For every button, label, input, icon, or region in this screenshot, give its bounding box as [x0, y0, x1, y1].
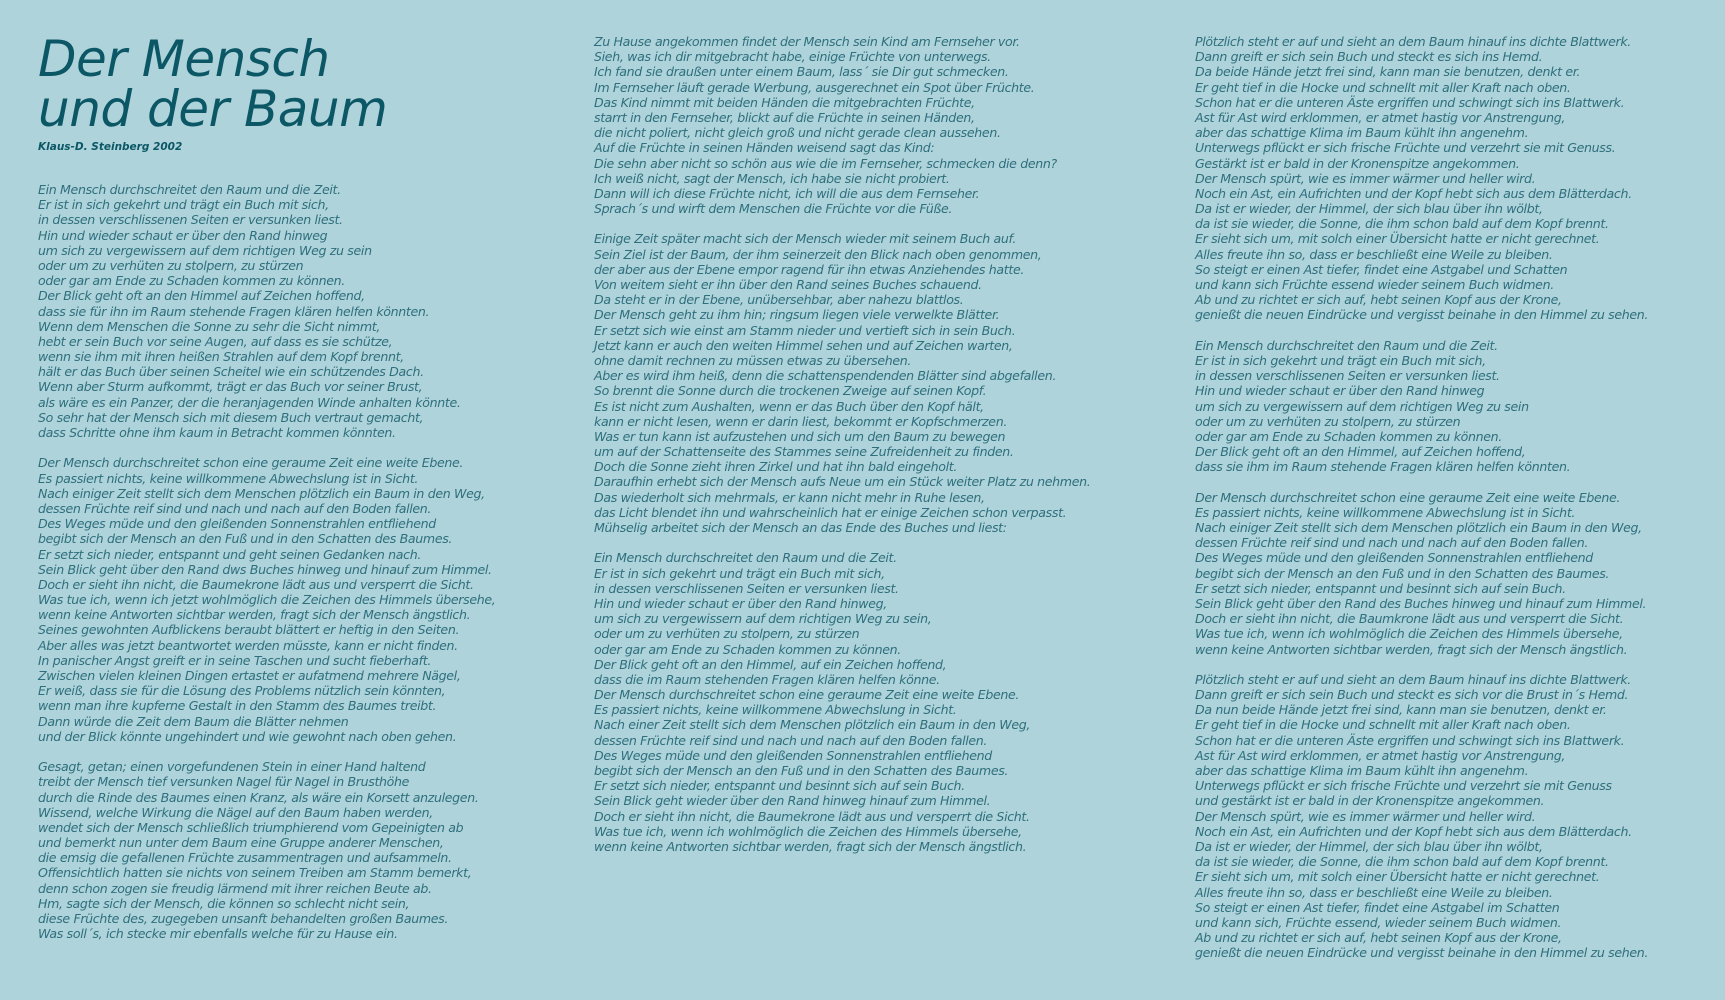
verse-line: Er sieht sich um, mit solch einer Übersicht hatte er nicht gerechnet.: [1195, 231, 1600, 247]
poem-column-3: [1195, 34, 1710, 960]
verse-line: wenn sie ihm mit ihren heißen Strahlen auf dem Kopf brennt,: [38, 349, 404, 365]
verse-line: Sein Blick geht über den Rand des Buches hinweg und hinauf zum Himmel.: [1195, 595, 1647, 611]
verse-line: die emsig die gefallenen Früchte zusammentragen und aufsammeln.: [38, 850, 452, 866]
verse-line: starrt in den Fernseher, blickt auf die Früchte in seinen Händen,: [594, 109, 975, 125]
verse-line: Ab und zu richtet er sich auf, hebt seinen Kopf aus der Krone,: [1195, 292, 1562, 308]
verse-line: in dessen verschlissenen Seiten er versunken liest.: [594, 580, 899, 596]
verse-line: Von weitem sieht er ihn über den Rand seines Buches schauend.: [594, 277, 982, 292]
verse-line: Jetzt kann er auch den weiten Himmel sehen und auf Zeichen warten,: [594, 337, 1013, 353]
verse-line: Hin und wieder schaut er über den Rand hinweg,: [594, 595, 887, 611]
verse-line: Aber alles was jetzt beantwortet werden müsste, kann er nicht finden.: [38, 637, 458, 653]
verse-line: Was soll´s, ich stecke mir ebenfalls welche für zu Hause ein.: [38, 926, 398, 942]
verse-line: Des Weges müde und den gleißenden Sonnenstrahlen entfliehend: [594, 747, 992, 763]
verse-line: Doch er sieht ihn nicht, die Baumekrone lädt aus und versperrt die Sicht.: [38, 576, 474, 592]
verse-line: und gestärkt ist er bald in der Kronenspitze angekommen.: [1195, 793, 1545, 809]
verse-line: Da beide Hände jetzt frei sind, kann man sie benutzen, denkt er.: [1195, 64, 1581, 80]
verse-line: Er ist in sich gekehrt und trägt ein Buch mit sich,: [1195, 352, 1486, 368]
verse-line: Der Mensch durchschreitet schon eine geraume Zeit eine weite Ebene.: [594, 687, 1020, 703]
verse-line: das Licht blendet ihn und wahrscheinlich hat er einige Zeichen schon verpasst.: [594, 504, 1067, 520]
verse-line: genießt die neuen Eindrücke und vergisst beinahe in den Himmel zu sehen.: [1195, 945, 1649, 961]
verse-line: kann er nicht lesen, wenn er darin liest, bekommt er Kopfschmerzen.: [594, 413, 1007, 429]
verse-line: Hin und wieder schaut er über den Rand hinweg: [1195, 383, 1485, 399]
verse-line: Ein Mensch durchschreitet den Raum und die Zeit.: [594, 550, 897, 566]
verse-line: Doch er sieht ihn nicht, die Baumkrone lädt aus und versperrt die Sicht.: [1195, 611, 1624, 627]
verse-line: und kann sich Früchte essend wieder seinem Buch widmen.: [1195, 277, 1554, 292]
verse-line: Ein Mensch durchschreitet den Raum und die Zeit.: [1195, 337, 1498, 353]
verse-line: Er setzt sich nieder, entspannt und geht seinen Gedanken nach.: [38, 546, 422, 562]
poem-title-line: und der Baum: [38, 80, 388, 138]
poem-title-line: Der Mensch: [38, 30, 330, 88]
verse-line: Im Fernseher läuft gerade Werbung, ausgerechnet ein Spot über Früchte.: [594, 79, 1035, 95]
verse-line: treibt der Mensch tief versunken Nagel für Nagel in Brusthöhe: [38, 774, 410, 790]
verse-line: Zwischen vielen kleinen Dingen ertastet er aufatmend mehrere Nägel,: [38, 668, 461, 683]
verse-line: Aber es wird ihm heiß, denn die schattenspendenden Blätter sind abgefallen.: [594, 368, 1057, 384]
verse-line: Wissend, welche Wirkung die Nägel auf den Baum haben werden,: [38, 804, 433, 820]
verse-line: Gestärkt ist er bald in der Kronenspitze angekommen.: [1195, 155, 1520, 171]
verse-line: So steigt er einen Ast tiefer, findet eine Astgabel im Schatten: [1195, 899, 1560, 915]
verse-line: hält er das Buch über seinen Scheitel wie ein schützendes Dach.: [38, 364, 424, 380]
stanza: [594, 231, 1154, 535]
verse-line: Sprach´s und wirft dem Menschen die Früchte vor die Füße.: [594, 201, 953, 217]
verse-line: durch die Rinde des Baumes einen Kranz, als wäre ein Korsett anzulegen.: [38, 789, 479, 805]
stanza: [38, 182, 558, 440]
verse-line: Nach einiger Zeit stellt sich dem Menschen plötzlich ein Baum in den Weg,: [38, 485, 485, 501]
verse-line: ohne damit rechnen zu müssen etwas zu übersehen.: [594, 352, 912, 368]
verse-line: Er ist in sich gekehrt und trägt ein Buch mit sich,: [38, 197, 329, 213]
verse-line: Er geht tief in die Hocke und schnellt mit aller Kraft nach oben.: [1195, 717, 1571, 733]
verse-line: Der Mensch spürt, wie es immer wärmer und heller wird.: [1195, 808, 1536, 824]
verse-line: Nach einer Zeit stellt sich dem Menschen plötzlich ein Baum in den Weg,: [594, 717, 1031, 733]
verse-line: Auf die Früchte in seinen Händen weisend sagt das Kind:: [594, 140, 935, 156]
verse-line: Die sehn aber nicht so schön aus wie die im Fernseher, schmecken die denn?: [594, 155, 1057, 171]
verse-line: Da ist er wieder, der Himmel, der sich blau über ihn wölbt,: [1195, 201, 1543, 217]
verse-line: Doch die Sonne zieht ihren Zirkel und hat ihn bald eingeholt.: [594, 459, 958, 475]
verse-line: oder um zu verhüten zu stolpern, zu stürzen: [1195, 413, 1461, 429]
verse-line: Ich weiß nicht, sagt der Mensch, ich habe sie nicht probiert.: [594, 170, 950, 186]
verse-line: und kann sich, Früchte essend, wieder seinem Buch widmen.: [1195, 914, 1562, 930]
verse-line: Er setzt sich nieder, entspannt und besinnt sich auf sein Buch.: [1195, 580, 1566, 596]
verse-line: Es ist nicht zum Aushalten, wenn er das Buch über den Kopf hält,: [594, 398, 984, 414]
verse-line: Hin und wieder schaut er über den Rand hinweg: [38, 227, 328, 243]
verse-line: Hm, sagte sich der Mensch, die können so schlecht nicht sein,: [38, 895, 410, 911]
verse-line: So brennt die Sonne durch die trockenen Zweige auf seinen Kopf.: [594, 383, 987, 399]
verse-line: dessen Früchte reif sind und nach und nach auf den Boden fallen.: [594, 732, 988, 748]
verse-line: Plötzlich steht er auf und sieht an dem Baum hinauf ins dichte Blattwerk.: [1195, 671, 1631, 687]
verse-line: Doch er sieht ihn nicht, die Baumekrone lädt aus und versperrt die Sicht.: [594, 808, 1030, 824]
verse-line: oder gar am Ende zu Schaden kommen zu können.: [1195, 428, 1502, 444]
verse-line: Ich fand sie draußen unter einem Baum, lass´ sie Dir gut schmecken.: [594, 64, 1009, 80]
stanza: [38, 759, 558, 941]
verse-line: Plötzlich steht er auf und sieht an dem Baum hinauf ins dichte Blattwerk.: [1195, 34, 1631, 49]
verse-line: Der Mensch durchschreitet schon eine geraume Zeit eine weite Ebene.: [1195, 489, 1621, 505]
verse-line: Der Blick geht oft an den Himmel, auf Zeichen hoffend,: [1195, 444, 1526, 460]
verse-line: Ein Mensch durchschreitet den Raum und die Zeit.: [38, 182, 341, 197]
verse-line: Nach einiger Zeit stellt sich dem Menschen plötzlich ein Baum in den Weg,: [1195, 520, 1642, 535]
verse-line: Sieh, was ich dir mitgebracht habe, einige Früchte von unterwegs.: [594, 49, 991, 65]
stanza: [1195, 490, 1710, 657]
verse-line: Er sieht sich um, mit solch einer Übersicht hatte er nicht gerechnet.: [1195, 869, 1600, 885]
verse-line: begibt sich der Mensch an den Fuß und in den Schatten des Baumes.: [1195, 565, 1610, 581]
verse-line: Da ist er wieder, der Himmel, der sich blau über ihn wölbt,: [1195, 838, 1543, 854]
verse-line: Alles freute ihn so, dass er beschließt eine Weile zu bleiben.: [1195, 884, 1553, 900]
verse-line: Was tue ich, wenn ich wohlmöglich die Zeichen des Himmels übersehe,: [1195, 626, 1623, 642]
verse-line: diese Früchte des, zugegeben unsanft behandelten großen Baumes.: [38, 911, 449, 926]
verse-line: wenn man ihre kupferne Gestalt in den Stamm des Baumes treibt.: [38, 698, 437, 714]
verse-line: Ab und zu richtet er sich auf, hebt seinen Kopf aus der Krone,: [1195, 930, 1562, 946]
verse-line: Sein Blick geht wieder über den Rand hinweg hinauf zum Himmel.: [594, 793, 991, 809]
verse-line: wenn keine Antworten sichtbar werden, fragt sich der Mensch ängstlich.: [38, 607, 471, 623]
verse-line: in dessen verschlissenen Seiten er versunken liest.: [1195, 368, 1500, 384]
verse-line: wenn keine Antworten sichtbar werden, fragt sich der Mensch ängstlich.: [594, 838, 1027, 854]
poem-column-stanzas: [38, 182, 558, 941]
verse-line: dass die im Raum stehenden Fragen klären helfen könne.: [594, 671, 940, 687]
verse-line: Zu Hause angekommen findet der Mensch sein Kind am Fernseher vor.: [594, 34, 1020, 49]
poem-column-1: [38, 30, 558, 942]
verse-line: Das Kind nimmt mit beiden Händen die mitgebrachten Früchte,: [594, 94, 975, 110]
verse-line: Sein Ziel ist der Baum, der ihm seinerzeit den Blick nach oben genommen,: [594, 246, 1042, 262]
verse-line: Der Blick geht oft an den Himmel, auf ein Zeichen hoffend,: [594, 656, 947, 672]
verse-line: Einige Zeit später macht sich der Mensch wieder mit seinem Buch auf.: [594, 231, 1017, 247]
verse-line: Was tue ich, wenn ich wohlmöglich die Zeichen des Himmels übersehe,: [594, 823, 1022, 839]
verse-line: Dann greift er sich sein Buch und steckt es sich ins Hemd.: [1195, 49, 1543, 65]
verse-line: Der Mensch durchschreitet schon eine geraume Zeit eine weite Ebene.: [38, 455, 464, 471]
verse-line: Unterwegs pflückt er sich frische Früchte und verzehrt sie mit Genuss: [1195, 778, 1612, 794]
verse-line: dass sie ihm im Raum stehende Fragen klären helfen könnten.: [1195, 459, 1571, 475]
verse-line: genießt die neuen Eindrücke und vergisst beinahe in den Himmel zu sehen.: [1195, 307, 1649, 323]
verse-line: oder um zu verhüten zu stolpern, zu stürzen: [594, 626, 860, 642]
verse-line: Was er tun kann ist aufzustehen und sich um den Baum zu bewegen: [594, 428, 1006, 444]
verse-line: Des Weges müde und den gleißenden Sonnenstrahlen entfliehend: [38, 516, 436, 532]
stanza: [38, 455, 558, 744]
verse-line: Er weiß, dass sie für die Lösung des Problems nützlich sein könnten,: [38, 683, 446, 699]
verse-line: in dessen verschlissenen Seiten er versunken liest.: [38, 212, 343, 228]
verse-line: begibt sich der Mensch an den Fuß und in den Schatten des Baumes.: [594, 763, 1009, 778]
verse-line: um auf der Schattenseite des Stammes seine Zufreidenheit zu finden.: [594, 444, 1014, 460]
stanza: [594, 34, 1154, 216]
verse-line: Offensichtlich hatten sie nichts von seinem Treiben am Stamm bemerkt,: [38, 865, 472, 881]
verse-line: Sein Blick geht über den Rand dws Buches hinweg und hinauf zum Himmel.: [38, 561, 492, 577]
verse-line: denn schon zogen sie freudig lärmend mit ihrer reichen Beute ab.: [38, 880, 432, 896]
stanza: [1195, 338, 1710, 475]
poem-author: Klaus-D. Steinberg 2002: [38, 141, 183, 153]
verse-line: Daraufhin erhebt sich der Mensch aufs Neue um ein Stück weiter Platz zu nehmen.: [594, 474, 1091, 490]
verse-line: die nicht poliert, nicht gleich groß und nicht gerade clean aussehen.: [594, 125, 1001, 141]
verse-line: Schon hat er die unteren Äste ergriffen und schwingt sich ins Blattwerk.: [1195, 732, 1625, 748]
verse-line: Da steht er in der Ebene, unübersehbar, aber nahezu blattlos.: [594, 292, 964, 308]
verse-line: Wenn dem Menschen die Sonne zu sehr die Sicht nimmt,: [38, 318, 381, 334]
verse-line: aber das schattige Klima im Baum kühlt ihn angenehm.: [1195, 763, 1529, 778]
verse-line: Der Mensch geht zu ihm hin; ringsum liegen viele verwelkte Blätter.: [594, 307, 1000, 323]
stanza: [1195, 672, 1710, 961]
verse-line: und der Blick könnte ungehindert und wie gewohnt nach oben gehen.: [38, 728, 457, 744]
verse-line: wenn keine Antworten sichtbar werden, fragt sich der Mensch ängstlich.: [1195, 641, 1628, 657]
verse-line: Er ist in sich gekehrt und trägt ein Buch mit sich,: [594, 565, 885, 581]
verse-line: Es passiert nichts, keine willkommene Abwechslung in Sicht.: [594, 702, 957, 718]
poem-title: [38, 30, 558, 138]
verse-line: und bemerkt nun unter dem Baum eine Gruppe anderer Menschen,: [38, 835, 444, 851]
verse-line: Gesagt, getan; einen vorgefundenen Stein in einer Hand haltend: [38, 759, 426, 775]
stanza: [1195, 34, 1710, 323]
verse-line: Er geht tief in die Hocke und schnellt mit aller Kraft nach oben.: [1195, 79, 1571, 95]
verse-line: Da nun beide Hände jetzt frei sind, kann man sie benutzen, denkt er.: [1195, 702, 1607, 718]
verse-line: da ist sie wieder, die Sonne, die ihm schon bald auf dem Kopf brennt.: [1195, 854, 1609, 870]
stanza: [594, 550, 1154, 854]
verse-line: Das wiederholt sich mehrmals, er kann nicht mehr in Ruhe lesen,: [594, 489, 985, 505]
verse-line: dessen Früchte reif sind und nach und nach auf den Boden fallen.: [38, 500, 432, 516]
verse-line: So steigt er einen Ast tiefer, findet eine Astgabel und Schatten: [1195, 261, 1568, 277]
verse-line: oder gar am Ende zu Schaden kommen zu können.: [38, 273, 345, 289]
verse-line: da ist sie wieder, die Sonne, die ihm schon bald auf dem Kopf brennt.: [1195, 216, 1609, 232]
verse-line: In panischer Angst greift er in seine Taschen und sucht fieberhaft.: [38, 652, 431, 668]
verse-line: So sehr hat der Mensch sich mit diesem Buch vertraut gemacht,: [38, 409, 424, 425]
verse-line: wendet sich der Mensch schließlich triumphierend vom Gepeinigten ab: [38, 819, 464, 835]
verse-line: begibt sich der Mensch an den Fuß und in den Schatten des Baumes.: [38, 531, 453, 547]
verse-line: Dann will ich diese Früchte nicht, ich will die aus dem Fernseher.: [594, 185, 980, 201]
verse-line: Wenn aber Sturm aufkommt, trägt er das Buch vor seiner Brust,: [38, 379, 423, 395]
verse-line: Der Mensch spürt, wie es immer wärmer und heller wird.: [1195, 170, 1536, 186]
verse-line: Unterwegs pflückt er sich frische Früchte und verzehrt sie mit Genuss.: [1195, 140, 1616, 156]
poem-column-2: [594, 34, 1154, 854]
verse-line: Alles freute ihn so, dass er beschließt eine Weile zu bleiben.: [1195, 246, 1553, 262]
verse-line: Schon hat er die unteren Äste ergriffen und schwingt sich ins Blattwerk.: [1195, 94, 1625, 110]
verse-line: Er setzt sich wie einst am Stamm nieder und vertieft sich in sein Buch.: [594, 322, 1016, 338]
verse-line: Dann würde die Zeit dem Baum die Blätter nehmen: [38, 713, 349, 729]
verse-line: Es passiert nichts, keine willkommene Abwechslung ist in Sicht.: [1195, 504, 1576, 520]
verse-line: dass sie für ihn im Raum stehende Fragen klären helfen könnten.: [38, 303, 430, 319]
verse-line: Des Weges müde und den gleißenden Sonnenstrahlen entfliehend: [1195, 550, 1593, 566]
verse-line: dessen Früchte reif sind und nach und nach auf den Boden fallen.: [1195, 535, 1589, 551]
verse-line: Ast für Ast wird erklommen, er atmet hastig vor Anstrengung,: [1195, 109, 1566, 125]
verse-line: Mühselig arbeitet sich der Mensch an das Ende des Buches und liest:: [594, 520, 1007, 535]
verse-line: der aber aus der Ebene empor ragend für ihn etwas Anziehendes hatte.: [594, 261, 1025, 277]
verse-line: oder um zu verhüten zu stolpern, zu stürzen: [38, 257, 304, 273]
verse-line: Der Blick geht oft an den Himmel auf Zeichen hoffend,: [38, 288, 365, 304]
verse-line: hebt er sein Buch vor seine Augen, auf dass es sie schütze,: [38, 333, 393, 349]
verse-line: oder gar am Ende zu Schaden kommen zu können.: [594, 641, 901, 657]
verse-line: Dann greift er sich sein Buch und steckt es sich vor die Brust in´s Hemd.: [1195, 687, 1629, 703]
verse-line: Noch ein Ast, ein Aufrichten und der Kopf hebt sich aus dem Blätterdach.: [1195, 185, 1632, 201]
verse-line: aber das schattige Klima im Baum kühlt ihn angenehm.: [1195, 125, 1529, 141]
verse-line: Ast für Ast wird erklommen, er atmet hastig vor Anstrengung,: [1195, 747, 1566, 763]
verse-line: dass Schritte ohne ihm kaum in Betracht kommen könnten.: [38, 425, 396, 440]
verse-line: Er setzt sich nieder, entspannt und besinnt sich auf sein Buch.: [594, 778, 965, 794]
verse-line: Noch ein Ast, ein Aufrichten und der Kopf hebt sich aus dem Blätterdach.: [1195, 823, 1632, 839]
verse-line: um sich zu vergewissern auf dem richtigen Weg zu sein,: [594, 611, 932, 627]
verse-line: Was tue ich, wenn ich jetzt wohlmöglich die Zeichen des Himmels übersehe,: [38, 592, 496, 608]
verse-line: um sich zu vergewissern auf dem richtigen Weg zu sein: [38, 242, 372, 258]
verse-line: als wäre es ein Panzer, der die heranjagenden Winde anhalten könnte.: [38, 394, 461, 410]
verse-line: Es passiert nichts, keine willkommene Abwechslung ist in Sicht.: [38, 470, 419, 486]
verse-line: um sich zu vergewissern auf dem richtigen Weg zu sein: [1195, 398, 1529, 414]
verse-line: Seines gewohnten Aufblickens beraubt blättert er heftig in den Seiten.: [38, 622, 460, 638]
